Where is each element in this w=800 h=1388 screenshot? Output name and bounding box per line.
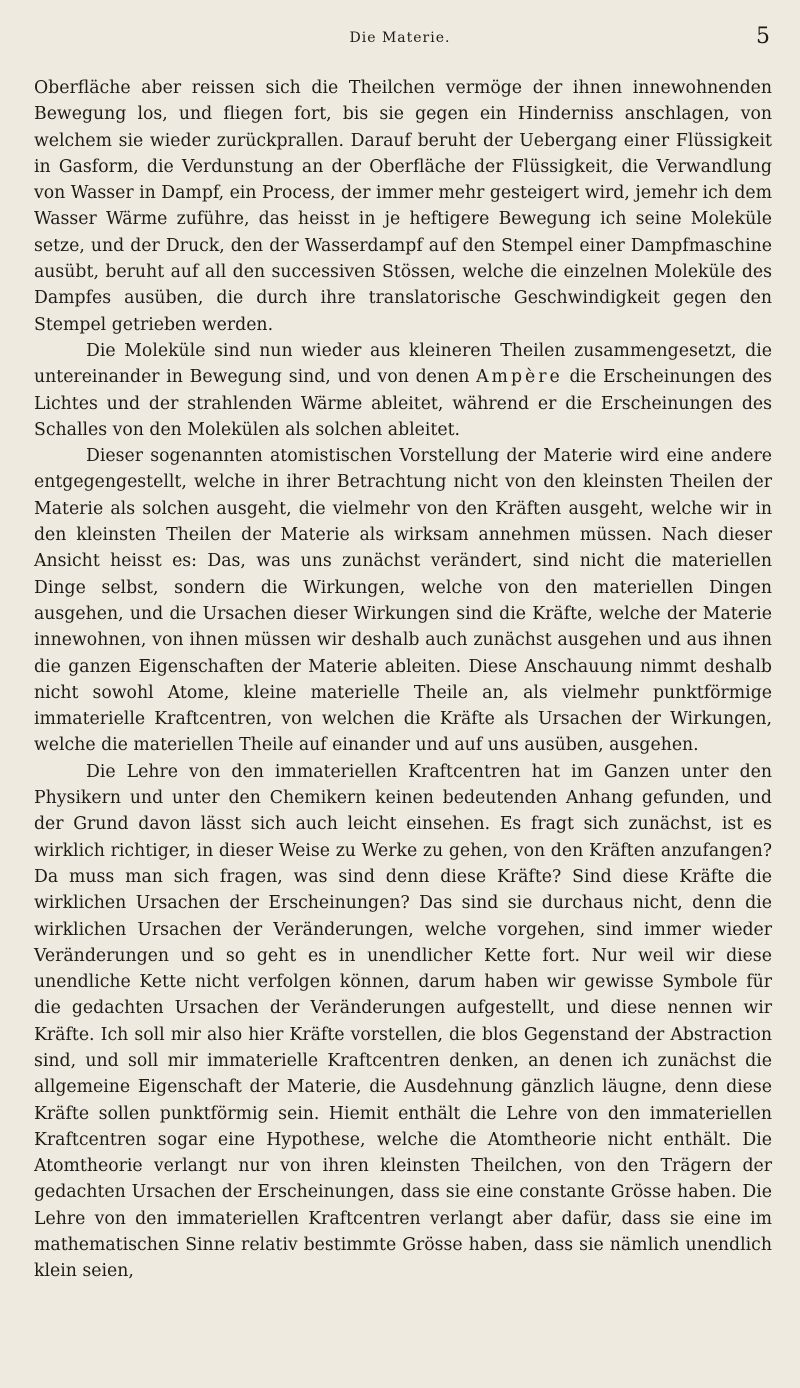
ampere-name: Ampère [476,367,563,388]
body-text [34,75,772,1285]
paragraph-2 [34,338,772,443]
running-head [0,24,800,56]
paragraph-2-text-after: die Erscheinungen des Lichtes und der strahlenden Wärme ableitet, während er die Erscheinungen des Schalles von den Molekülen als solchen ableitet. [34,367,772,440]
paragraph-2-text-before: Die Moleküle sind nun wieder aus kleineren Theilen zusammengesetzt, die untereinander in Bewegung sind, und von denen [34,340,772,388]
paragraph-3: Dieser sogenannten atomistischen Vorstellung der Materie wird eine andere entgegengestellt, welche in ihrer Betrachtung nicht von den kleinsten Theilen der Materie als solchen ausgeht, die vielmehr von den Kräften ausgeht, welche wir in den kleinsten Theilen der Materie als wirksam annehmen müssen. Nach dieser Ansicht heisst es: Das, was uns zunächst verändert, sind nicht die materiellen Dinge selbst, sondern die Wirkungen, welche von den materiellen Dingen ausgehen, und die Ursachen dieser Wirkungen sind die Kräfte, welche der Materie innewohnen, von ihnen müssen wir deshalb auch zunächst ausgehen und aus ihnen die ganzen Eigenschaften der Materie ableiten. Diese Anschauung nimmt deshalb nicht sowohl Atome, kleine materielle Theile an, als vielmehr punktförmige immaterielle Kraftcentren, von welchen die Kräfte als Ursachen der Wirkungen, welche die materiellen Theile auf einander und auf uns ausüben, ausgehen. [34,446,772,756]
paragraph-4: Die Lehre von den immateriellen Kraftcentren hat im Ganzen unter den Physikern und unter den Chemikern keinen bedeutenden Anhang gefunden, und der Grund davon lässt sich auch leicht einsehen. Es fragt sich zunächst, ist es wirklich richtiger, in dieser Weise zu Werke zu gehen, von den Kräften anzufangen? Da muss man sich fragen, was sind denn diese Kräfte? Sind diese Kräfte die wirklichen Ursachen der Erscheinungen? Das sind sie durchaus nicht, denn die wirklichen Ursachen der Veränderungen, welche vorgehen, sind immer wieder Veränderungen und so geht es in unendlicher Kette fort. Nur weil wir diese unendliche Kette nicht verfolgen können, darum haben wir gewisse Symbole für die gedachten Ursachen der Veränderungen aufgestellt, und diese nennen wir Kräfte. Ich soll mir also hier Kräfte vorstellen, die blos Gegenstand der Abstraction sind, und soll mir immaterielle Kraftcentren denken, an denen ich zunächst die allgemeine Eigenschaft der Materie, die Ausdehnung gänzlich läugne, denn diese Kräfte sollen punktförmig sein. Hiemit enthält die Lehre von den immateriellen Kraftcentren sogar eine Hypothese, welche die Atomtheorie nicht enthält. Die Atomtheorie verlangt nur von ihren kleinsten Theilchen, von den Trägern der gedachten Ursachen der Erscheinungen, dass sie eine constante Grösse haben. Die Lehre von den immateriellen Kraftcentren verlangt aber dafür, dass sie eine im mathematischen Sinne relativ bestimmte Grösse haben, dass sie nämlich unendlich klein seien, [34,761,772,1282]
paragraph-1: Oberfläche aber reissen sich die Theilchen vermöge der ihnen innewohnenden Bewegung los, und fliegen fort, bis sie gegen ein Hinderniss anschlagen, von welchem sie wieder zurückprallen. Darauf beruht der Uebergang einer Flüssigkeit in Gasform, die Verdunstung an der Oberfläche der Flüssigkeit, die Verwandlung von Wasser in Dampf, ein Process, der immer mehr gesteigert wird, jemehr ich dem Wasser Wärme zuführe, das heisst in je heftigere Bewegung ich seine Moleküle setze, und der Druck, den der Wasserdampf auf den Stempel einer Dampfmaschine ausübt, beruht auf all den successiven Stössen, welche die einzelnen Moleküle des Dampfes ausüben, die durch ihre translatorische Geschwindigkeit gegen den Stempel getrieben werden. [34,78,772,335]
page-number: 5 [756,24,770,49]
running-title: Die Materie. [349,30,451,46]
